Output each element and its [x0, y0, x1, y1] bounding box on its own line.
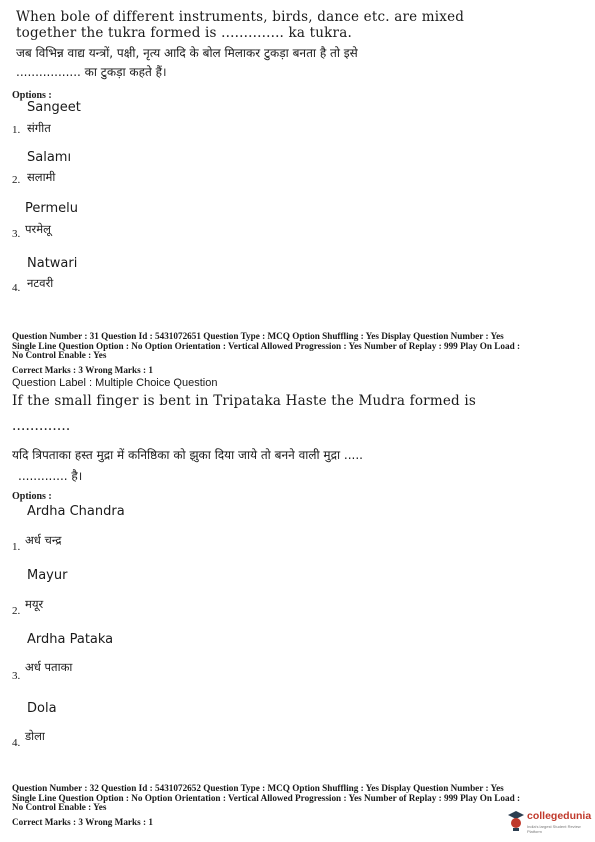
question-text-hi-line1: जब विभिन्न वाद्य यन्त्रों, पक्षी, नृत्य आदि के बोल मिलाकर टुकड़ा बनता है तो इसे — [16, 46, 358, 60]
question-meta-line3: No Control Enable : Yes — [12, 350, 107, 360]
option-3-number: 3. — [12, 670, 21, 682]
option-1-en[interactable]: Ardha Chandra — [27, 504, 125, 519]
option-1-hi[interactable]: संगीत — [27, 121, 51, 135]
option-2-number: 2. — [12, 605, 21, 617]
option-2-number: 2. — [12, 174, 21, 186]
option-3-hi[interactable]: अर्ध पताका — [25, 660, 73, 674]
option-2-en[interactable]: Salamı — [27, 150, 72, 165]
option-4-hi[interactable]: डोला — [25, 729, 45, 743]
question-text-hi-line1: यदि त्रिपताका हस्त मुद्रा में कनिष्ठिका को झुका दिया जाये तो बनने वाली मुद्रा ..... — [12, 448, 363, 462]
option-1-number: 1. — [12, 124, 21, 136]
option-1-number: 1. — [12, 541, 21, 553]
option-2-hi[interactable]: मयूर — [25, 597, 44, 611]
question-text-hi-line2: ............. है। — [18, 469, 83, 483]
option-4-en[interactable]: Dola — [27, 701, 57, 716]
logo-tagline: India's largest Student Review Platform — [527, 824, 581, 834]
graduate-cap-icon — [507, 810, 525, 832]
option-4-en[interactable]: Natwari — [27, 256, 78, 271]
question-marks: Correct Marks : 3 Wrong Marks : 1 — [12, 365, 153, 375]
option-3-hi[interactable]: परमेलू — [25, 222, 51, 236]
question-meta-line3: No Control Enable : Yes — [12, 802, 107, 812]
option-4-number: 4. — [12, 737, 21, 749]
option-2-en[interactable]: Mayur — [27, 568, 68, 583]
question-text-en-line2: together the tukra formed is .............. ka tukra. — [16, 25, 352, 41]
question-text-en-line1: If the small finger is bent in Tripataka Haste the Mudra formed is — [12, 393, 477, 409]
question-meta-line2: Single Line Question Option : No Option Orientation : Vertical Allowed Progression : Yes Number of Replay : 999 Play On Load : — [12, 793, 521, 803]
options-label: Options : — [12, 491, 52, 502]
question-label: Question Label : Multiple Choice Question — [12, 377, 218, 389]
option-2-hi[interactable]: सलामी — [27, 170, 56, 184]
option-3-en[interactable]: Ardha Pataka — [27, 632, 114, 647]
option-1-en[interactable]: Sangeet — [27, 100, 81, 115]
option-4-hi[interactable]: नटवरी — [27, 276, 54, 290]
question-text-en-line2: ............. — [12, 418, 71, 434]
question-meta-line2: Single Line Question Option : No Option Orientation : Vertical Allowed Progression : Yes Number of Replay : 999 Play On Load : — [12, 341, 521, 351]
question-text-en-line1: When bole of different instruments, birds, dance etc. are mixed — [16, 9, 465, 25]
question-meta-line1: Question Number : 31 Question Id : 5431072651 Question Type : MCQ Option Shuffling : Yes Display Question Number : Yes — [12, 331, 504, 341]
question-meta-line1: Question Number : 32 Question Id : 5431072652 Question Type : MCQ Option Shuffling : Yes Display Question Number : Yes — [12, 783, 504, 793]
option-3-number: 3. — [12, 228, 21, 240]
option-3-en[interactable]: Permelu — [25, 201, 79, 216]
option-4-number: 4. — [12, 282, 21, 294]
option-1-hi[interactable]: अर्ध चन्द्र — [25, 533, 62, 547]
question-marks: Correct Marks : 3 Wrong Marks : 1 — [12, 817, 153, 827]
logo-name: collegedunia — [527, 810, 592, 822]
collegedunia-logo — [507, 808, 595, 834]
options-label: Options : — [12, 90, 52, 101]
question-text-hi-line2: ................. का टुकड़ा कहते हैं। — [16, 65, 167, 79]
